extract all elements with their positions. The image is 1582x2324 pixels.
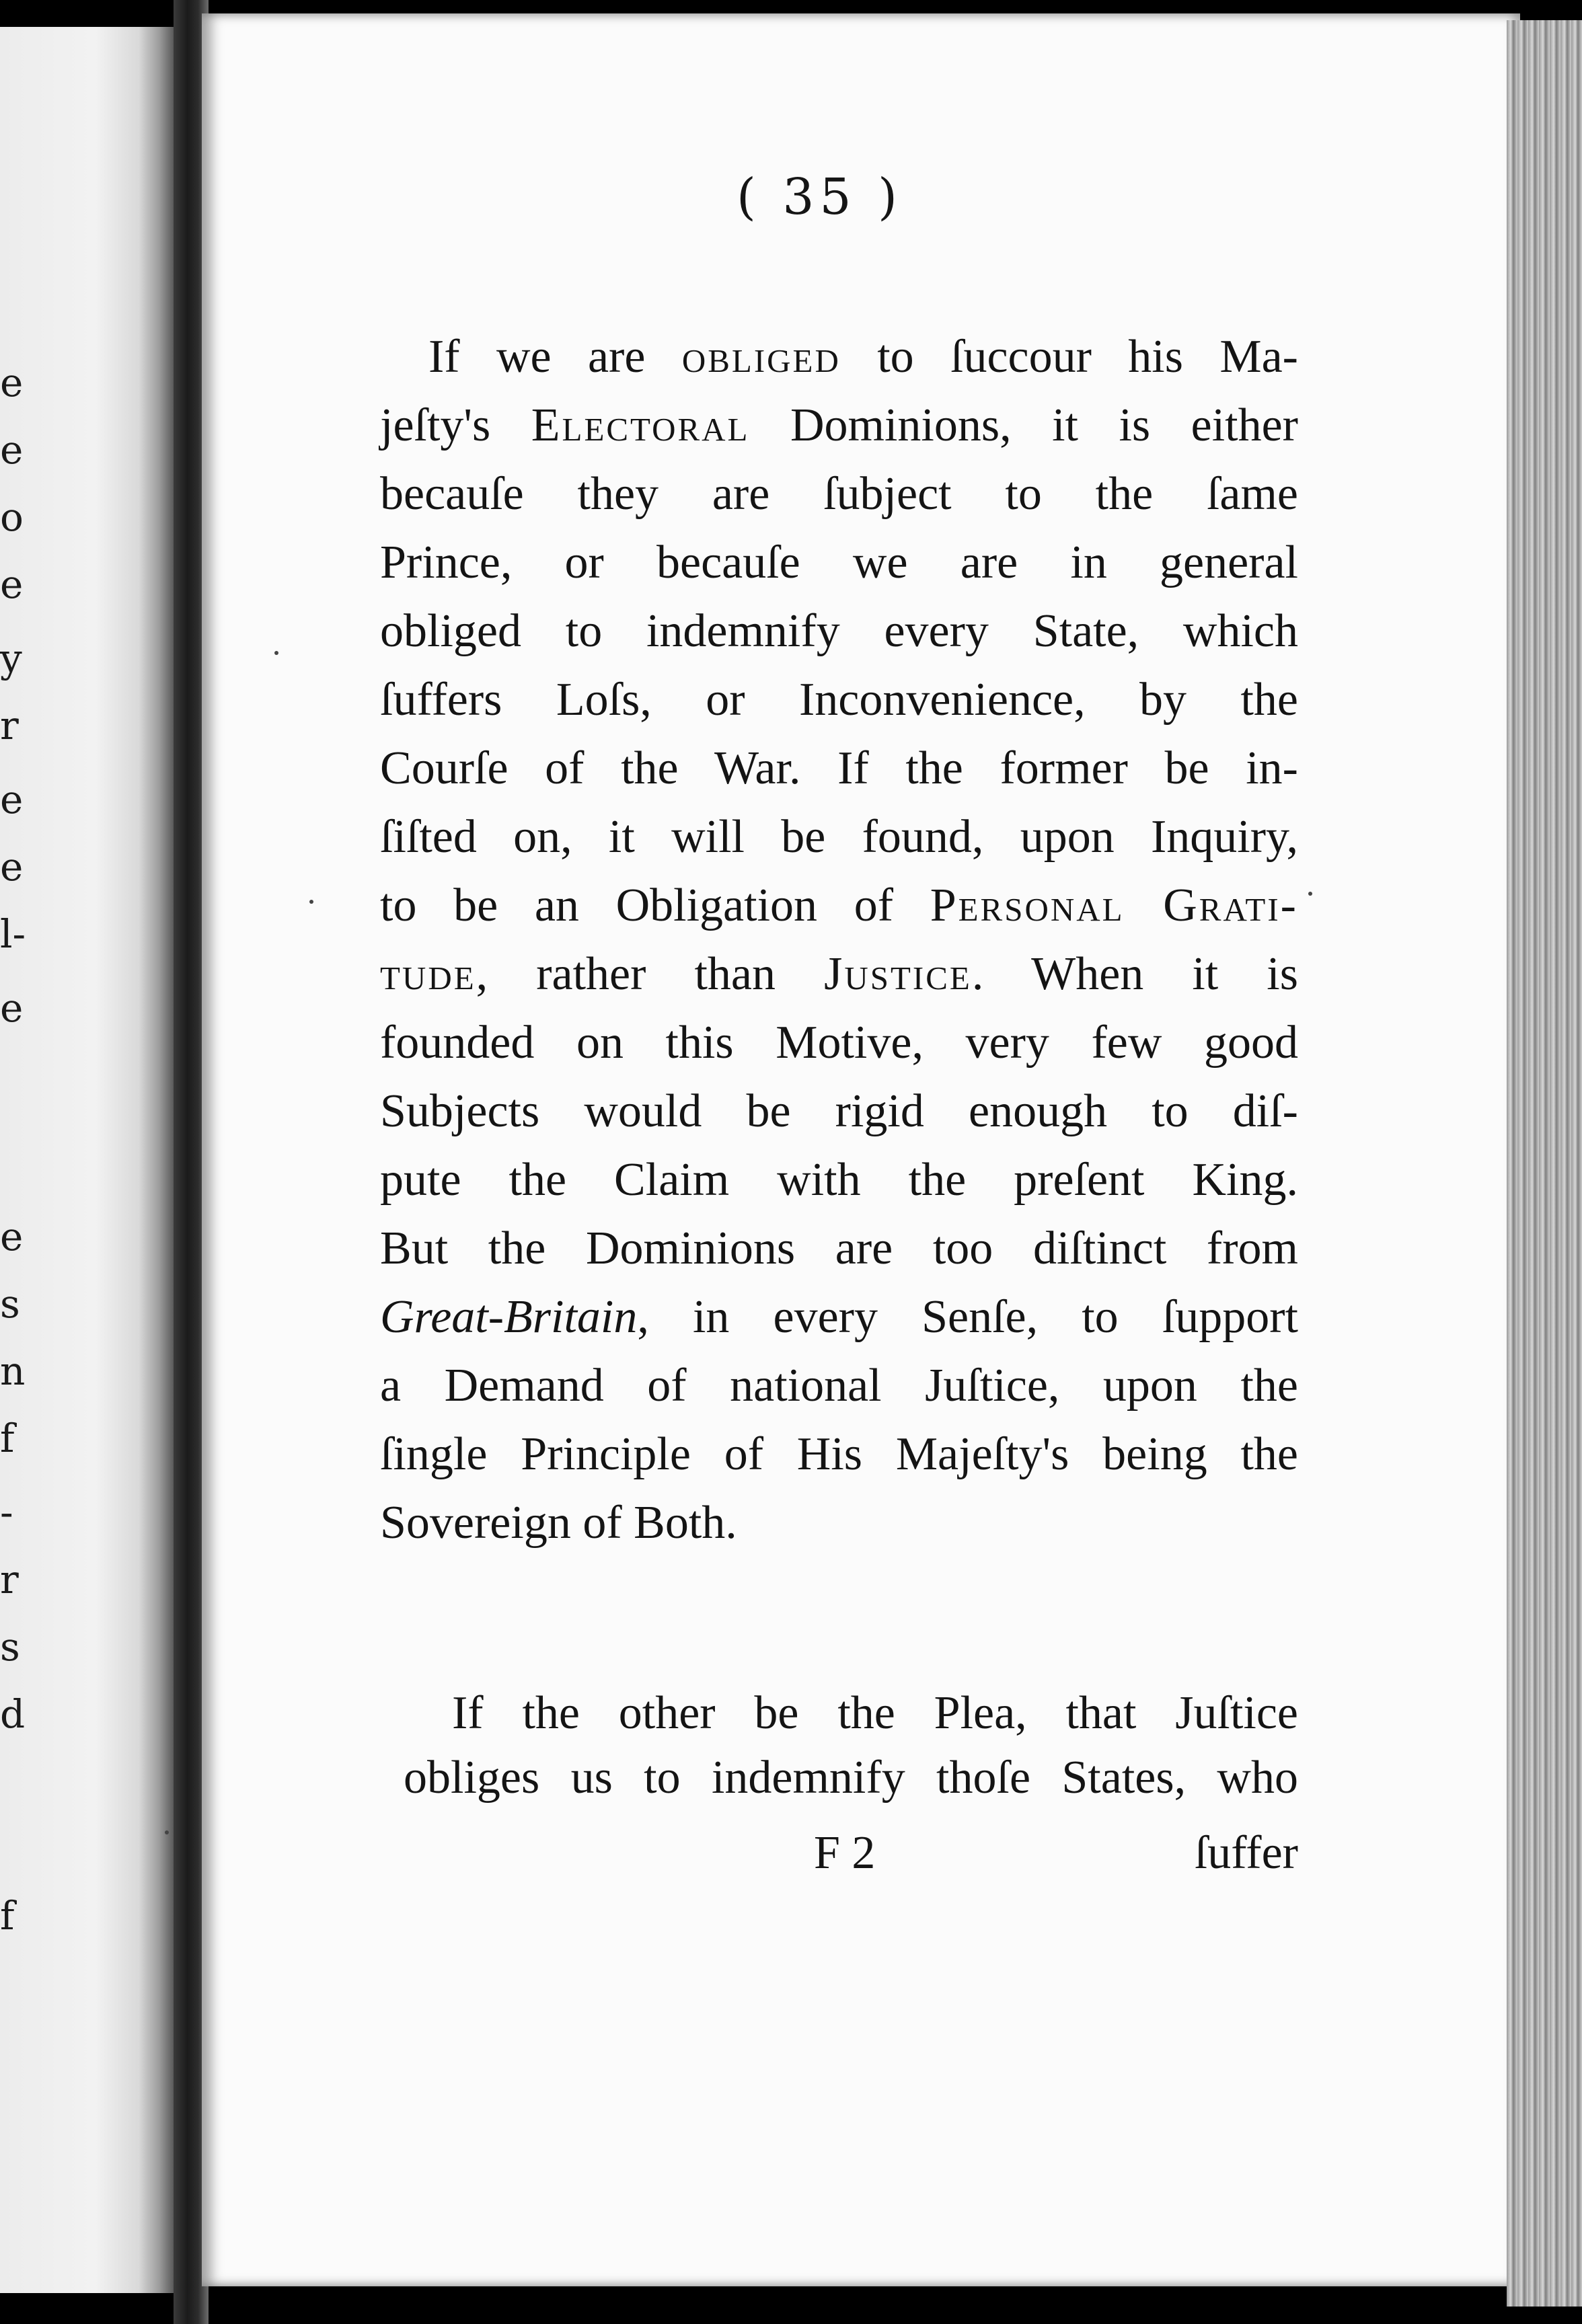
text-run: , in every Senſe, to ſupport bbox=[637, 1291, 1298, 1343]
text-run: pute the Claim with the preſent King. bbox=[380, 1154, 1298, 1206]
previous-page-fragment: f bbox=[0, 1416, 15, 1461]
paragraph-1-line bbox=[380, 1009, 1298, 1077]
signature-mark: F 2 bbox=[814, 1827, 876, 1879]
previous-page-fragment: e bbox=[0, 844, 24, 890]
text-run: If we are bbox=[428, 331, 682, 383]
text-run: Subjects would be rigid enough to diſ- bbox=[380, 1085, 1298, 1137]
text-run: a Demand of national Juſtice, upon the bbox=[380, 1360, 1298, 1411]
paragraph-1-line bbox=[380, 734, 1298, 803]
paragraph-1-line bbox=[380, 1214, 1298, 1283]
previous-page-fragment: s bbox=[0, 1624, 20, 1670]
text-run: Dominions, it is either bbox=[749, 399, 1298, 451]
previous-page-fragment: e bbox=[0, 360, 24, 405]
previous-page-fragment: s bbox=[0, 1281, 20, 1327]
previous-page-fragment: e bbox=[0, 777, 24, 822]
paragraph-1-line bbox=[380, 597, 1298, 666]
previous-page-edge bbox=[0, 27, 174, 2293]
text-run: Personal Grati- bbox=[930, 880, 1298, 931]
previous-page-fragment: e bbox=[0, 1214, 24, 1260]
catchword: ſuffer bbox=[1194, 1827, 1298, 1879]
text-run: But the Dominions are too diſtinct from bbox=[380, 1223, 1298, 1274]
paragraph-1-line bbox=[380, 460, 1298, 529]
text-run: Sovereign of Both. bbox=[380, 1497, 737, 1549]
previous-page-fragment: d bbox=[0, 1691, 26, 1737]
scan-speck bbox=[274, 651, 278, 655]
paragraph-1-line bbox=[380, 1489, 1298, 1557]
paragraph-1-line bbox=[380, 1077, 1298, 1146]
text-run: Courſe of the War. If the former be in- bbox=[380, 742, 1298, 794]
paragraph-1-line bbox=[380, 391, 1298, 460]
previous-page-fragment: n bbox=[0, 1348, 26, 1394]
text-run: obliged bbox=[681, 331, 841, 383]
scan-speck bbox=[309, 900, 313, 904]
text-run: tude bbox=[380, 948, 476, 1000]
text-run: jeſty's bbox=[380, 399, 531, 451]
text-run: Great-Britain bbox=[380, 1291, 638, 1343]
paragraph-2 bbox=[404, 1681, 1298, 1810]
text-run: to ſuccour his Ma- bbox=[840, 331, 1298, 383]
paragraph-1-line bbox=[380, 803, 1298, 872]
text-run: founded on this Motive, very few good bbox=[380, 1017, 1298, 1069]
text-run: . When it is bbox=[971, 948, 1298, 1000]
text-run: Prince, or becauſe we are in general bbox=[380, 537, 1298, 588]
paragraph-1-line bbox=[380, 940, 1298, 1009]
text-run: ſingle Principle of His Majeſty's being the bbox=[380, 1428, 1298, 1480]
text-run: obliged to indemnify every State, which bbox=[380, 605, 1298, 657]
scan-speck bbox=[1308, 892, 1312, 896]
text-run: , rather than bbox=[476, 948, 825, 1000]
scan-speck bbox=[165, 1830, 169, 1834]
previous-page-fragment: r bbox=[0, 1557, 19, 1602]
previous-page-fragment: e bbox=[0, 427, 24, 473]
paragraph-1-line bbox=[380, 666, 1298, 734]
previous-page-fragment: e bbox=[0, 985, 24, 1031]
previous-page-fragment: o bbox=[0, 494, 24, 540]
paragraph-1-line bbox=[380, 872, 1298, 940]
paragraph-1-line bbox=[380, 1420, 1298, 1489]
text-run: ſuffers Loſs, or Inconvenience, by the bbox=[380, 674, 1298, 726]
paragraph-1-line bbox=[380, 1352, 1298, 1420]
page-number: ( 35 ) bbox=[737, 168, 903, 226]
previous-page-fragment: f bbox=[0, 1893, 15, 1939]
paragraph-1 bbox=[380, 323, 1298, 1557]
text-run: Electoral bbox=[531, 399, 750, 451]
previous-page-fragment: y bbox=[0, 635, 22, 681]
paragraph-1-line bbox=[380, 323, 1298, 391]
page-fore-edge bbox=[1507, 20, 1582, 2307]
paragraph-1-line bbox=[380, 1146, 1298, 1214]
previous-page-fragment: r bbox=[0, 703, 19, 748]
previous-page-fragment: e bbox=[0, 561, 24, 607]
text-run: Justice bbox=[824, 948, 972, 1000]
paragraph-2-line: obliges us to indemnify thoſe States, who bbox=[404, 1752, 1298, 1804]
paragraph-1-line bbox=[380, 529, 1298, 597]
paragraph-1-line bbox=[380, 1283, 1298, 1352]
text-run: becauſe they are ſubject to the ſame bbox=[380, 468, 1298, 520]
previous-page-fragment: l- bbox=[0, 911, 26, 957]
text-run: ſiſted on, it will be found, upon Inquiry, bbox=[380, 811, 1298, 863]
text-run: to be an Obligation of bbox=[380, 880, 930, 931]
previous-page-fragment: - bbox=[0, 1489, 13, 1535]
paragraph-2-line: If the other be the Plea, that Juſtice bbox=[452, 1687, 1298, 1739]
